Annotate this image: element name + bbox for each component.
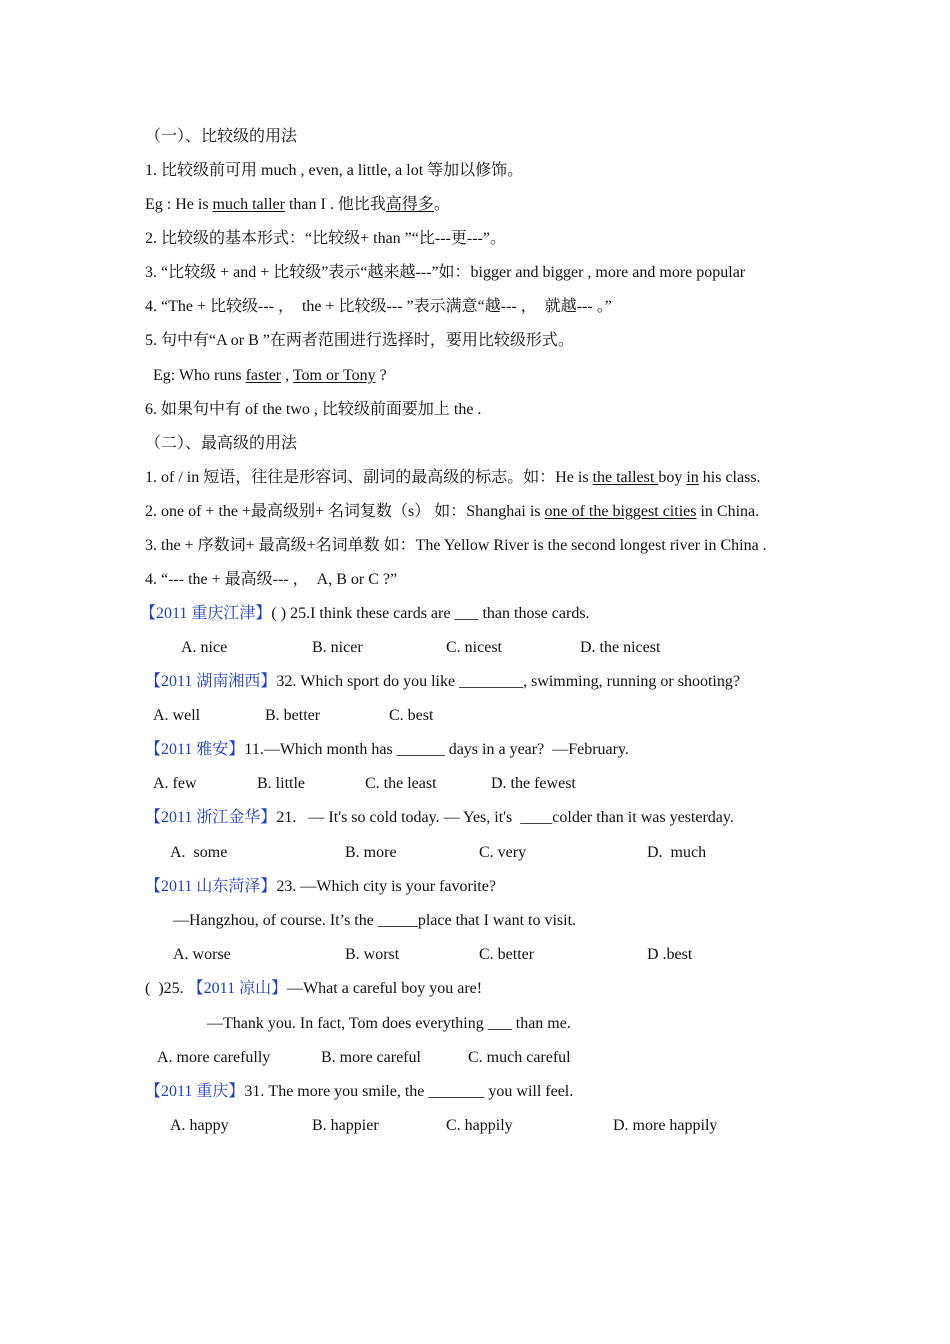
option-c: C. very bbox=[479, 844, 527, 861]
example-line: Eg: Who runs faster , Tom or Tony ? bbox=[153, 367, 387, 384]
question-stem: 【2011 重庆】31. The more you smile, the _______ you will feel. bbox=[145, 1083, 574, 1100]
option-a: A. nice bbox=[181, 639, 228, 656]
question-source: 【2011 山东菏泽】 bbox=[145, 878, 277, 895]
question-stem: 【2011 浙江金华】21. — It's so cold today. — Yes, it's ____colder than it was yesterday. bbox=[145, 809, 734, 826]
option-d: D. the nicest bbox=[580, 639, 661, 656]
rule-line: 4. “The + 比较级--- ， the + 比较级--- ”表示满意“越--- ， 就越--- 。” bbox=[145, 298, 612, 315]
option-c: C. nicest bbox=[446, 639, 502, 656]
question-source: 【2011 湖南湘西】 bbox=[145, 673, 277, 690]
option-d: D. much bbox=[647, 844, 707, 861]
rule-line: 6. 如果句中有 of the two , 比较级前面要加上 the . bbox=[145, 401, 482, 418]
option-b: B. more careful bbox=[321, 1049, 421, 1066]
question-source: 【2011 雅安】 bbox=[145, 741, 245, 758]
option-a: A. more carefully bbox=[157, 1049, 271, 1066]
option-a: A. worse bbox=[173, 946, 231, 963]
question-source: 【2011 重庆】 bbox=[145, 1083, 245, 1100]
question-stem: 【2011 山东菏泽】23. —Which city is your favorite? bbox=[145, 878, 496, 895]
question-stem: ( )25. 【2011 凉山】—What a careful boy you are! bbox=[145, 980, 483, 997]
question-stem: 【2011 雅安】11.—Which month has ______ days in a year? —February. bbox=[145, 741, 629, 758]
option-c: C. happily bbox=[446, 1117, 513, 1134]
rule-line: 2. 比较级的基本形式：“比较级+ than ”“比---更---”。 bbox=[145, 230, 506, 247]
rule-line: 3. the + 序数词+ 最高级+名词单数 如：The Yellow River is the second longest river in China . bbox=[145, 537, 767, 554]
question-stem-reply: —Thank you. In fact, Tom does everything ___ than me. bbox=[207, 1015, 571, 1032]
option-a: A. some bbox=[170, 844, 228, 861]
option-c: C. the least bbox=[365, 775, 437, 792]
example-line: Eg : He is much taller than I . 他比我高得多。 bbox=[145, 196, 450, 213]
rule-line: 5. 句中有“A or B ”在两者范围进行选择时，要用比较级形式。 bbox=[145, 332, 574, 349]
option-b: B. happier bbox=[312, 1117, 379, 1134]
option-d: D .best bbox=[647, 946, 693, 963]
option-a: A. happy bbox=[170, 1117, 229, 1134]
option-b: B. better bbox=[265, 707, 321, 724]
question-source: 【2011 浙江金华】 bbox=[145, 809, 277, 826]
question-source: 【2011 凉山】 bbox=[187, 980, 288, 997]
option-c: C. better bbox=[479, 946, 535, 963]
option-b: B. more bbox=[345, 844, 397, 861]
question-source: 【2011 重庆江津】 bbox=[140, 605, 272, 622]
option-c: C. much careful bbox=[468, 1049, 571, 1066]
option-d: D. more happily bbox=[613, 1117, 718, 1134]
rule-line: 1. 比较级前可用 much , even, a little, a lot 等加以修饰。 bbox=[145, 162, 524, 179]
option-b: B. little bbox=[257, 775, 305, 792]
rule-line: 4. “--- the + 最高级--- ， A, B or C ?” bbox=[145, 571, 398, 588]
rule-line: 2. one of + the +最高级别+ 名词复数（s） 如：Shanghai is one of the biggest cities in China. bbox=[145, 503, 760, 520]
option-b: B. nicer bbox=[312, 639, 363, 656]
option-b: B. worst bbox=[345, 946, 400, 963]
option-a: A. few bbox=[153, 775, 197, 792]
option-c: C. best bbox=[389, 707, 434, 724]
option-d: D. the fewest bbox=[491, 775, 576, 792]
question-stem: 【2011 重庆江津】( ) 25.I think these cards are ___ than those cards. bbox=[140, 605, 590, 622]
rule-line: 3. “比较级 + and + 比较级”表示“越来越---”如：bigger and bigger , more and more popular bbox=[145, 264, 746, 281]
question-stem-reply: —Hangzhou, of course. It’s the _____place that I want to visit. bbox=[173, 912, 577, 929]
option-a: A. well bbox=[153, 707, 201, 724]
section-heading-comparative: （一）、比较级的用法 bbox=[145, 128, 298, 145]
rule-line: 1. of / in 短语，往往是形容词、副词的最高级的标志。如：He is the tallest boy in his class. bbox=[145, 469, 761, 486]
question-stem: 【2011 湖南湘西】32. Which sport do you like ________, swimming, running or shooting? bbox=[145, 673, 740, 690]
section-heading-superlative: （二）、最高级的用法 bbox=[145, 435, 298, 452]
